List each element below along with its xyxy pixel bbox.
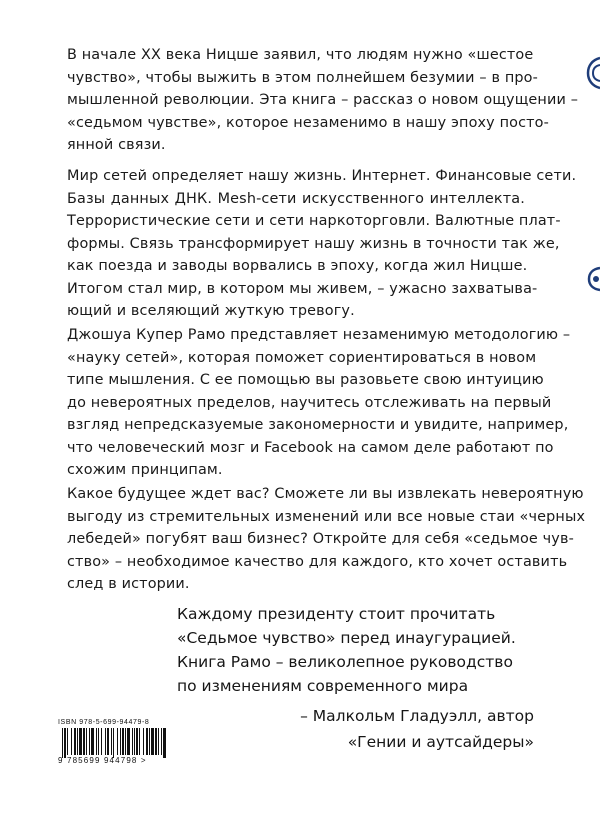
publisher-logo-edge-icon	[583, 265, 600, 293]
text-line: след в истории.	[67, 576, 190, 592]
text-line: мышленной революции. Эта книга – рассказ о новом ощущении –	[67, 92, 579, 108]
text-line: Мир сетей определяет нашу жизнь. Интернет. Финансовые сети.	[67, 168, 577, 184]
quote-line: Книга Рамо – великолепное руководство	[177, 653, 513, 671]
text-line: Базы данных ДНК. Mesh-сети искусственного интеллекта.	[67, 190, 525, 207]
description-paragraph-2	[67, 165, 577, 323]
text-line: что человеческий мозг и Facebook на самом деле работают по	[67, 439, 554, 456]
blurb-quote	[177, 602, 537, 698]
text-line: Итогом стал мир, в котором мы живем, – ужасно захватыва-	[67, 280, 538, 297]
publisher-logo-edge-icon	[584, 56, 600, 90]
isbn-label: ISBN 978-5-699-94479-8	[58, 719, 150, 726]
text-line: схожим принципам.	[67, 462, 223, 478]
quote-line: «Седьмое чувство» перед инаугурацией.	[177, 629, 516, 647]
description-paragraph-4	[67, 483, 586, 596]
text-line: ющий и вселяющий жуткую тревогу.	[67, 303, 355, 319]
text-line: «науку сетей», которая поможет сориентироваться в новом	[67, 349, 537, 366]
isbn-barcode	[58, 719, 170, 765]
text-line: формы. Связь трансформирует нашу жизнь в точности так же,	[67, 235, 560, 252]
quote-line: по изменениям современного мира	[177, 677, 469, 695]
text-line: типе мышления. С ее помощью вы разовьете свою интуицию	[67, 372, 544, 388]
description-paragraph-1	[67, 44, 579, 157]
barcode-digits: 9 785699 944798 >	[58, 756, 147, 765]
text-line: чувство», чтобы выжить в этом полнейшем безумии – в про-	[67, 69, 538, 86]
text-line: выгоду из стремительных изменений или все новые стаи «черных	[67, 508, 586, 525]
attribution-work: «Гении и аутсайдеры»	[347, 733, 534, 751]
text-line: янной связи.	[67, 137, 166, 153]
text-line: Какое будущее ждет вас? Сможете ли вы извлекать невероятную	[67, 486, 584, 502]
text-line: «седьмом чувстве», которое незаменимо в нашу эпоху посто-	[67, 114, 549, 131]
barcode-bars	[58, 728, 170, 758]
attribution-author: – Малкольм Гладуэлл, автор	[300, 707, 534, 725]
text-line: ство» – необходимое качество для каждого, кто хочет оставить	[67, 553, 568, 570]
description-paragraph-3	[67, 324, 571, 482]
text-line: взгляд непредсказуемые закономерности и увидите, например,	[67, 417, 569, 433]
text-line: лебедей» погубят ваш бизнес? Откройте для себя «седьмое чув-	[67, 531, 574, 547]
quote-line: Каждому президенту стоит прочитать	[177, 605, 496, 623]
text-line: до невероятных пределов, научитесь отслеживать на первый	[67, 394, 552, 411]
quote-attribution	[300, 703, 534, 755]
text-line: Террористические сети и сети наркоторговли. Валютные плат-	[67, 213, 561, 229]
text-line: как поезда и заводы ворвались в эпоху, когда жил Ницше.	[67, 258, 528, 274]
text-line: Джошуа Купер Рамо представляет незаменимую методологию –	[67, 327, 571, 343]
text-line: В начале XX века Ницше заявил, что людям нужно «шестое	[67, 47, 534, 63]
